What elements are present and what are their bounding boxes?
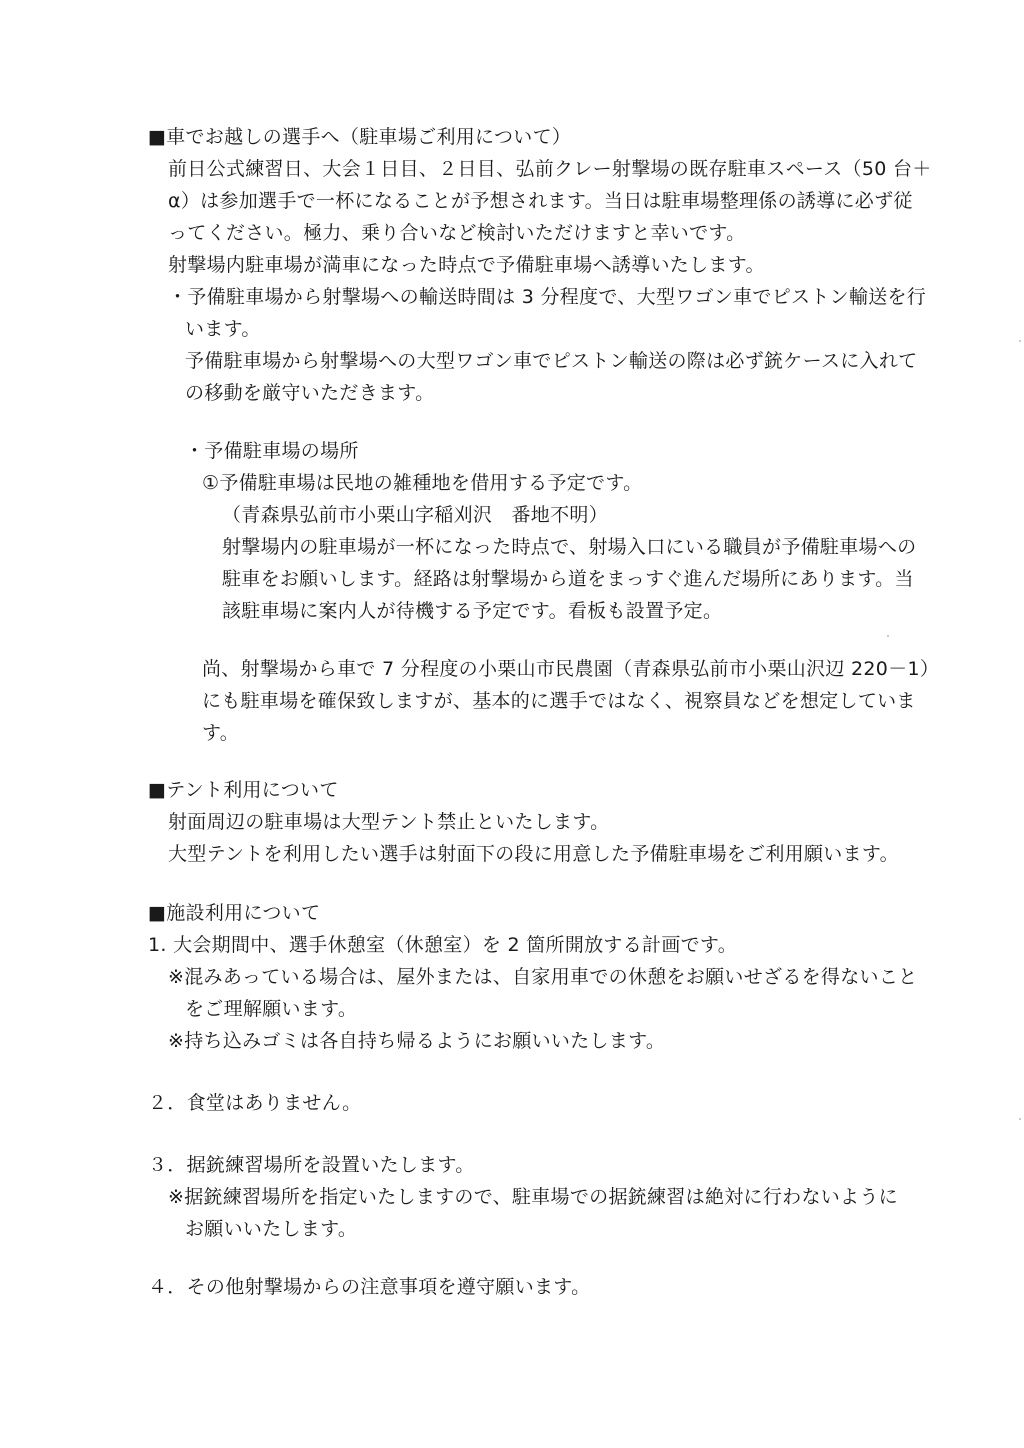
additional-parking-note-line: す。 [202,722,240,744]
facility-item-2: ２．食堂はありません。 [148,1092,362,1114]
facility-item-4: ４．その他射撃場からの注意事項を遵守願います。 [148,1276,591,1298]
reserve-parking-location-heading: ・予備駐車場の場所 [185,440,359,462]
tent-rule-line: 大型テントを利用したい選手は射面下の段に用意した予備駐車場をご利用願います。 [168,843,899,865]
shuttle-bullet-line: ・予備駐車場から射撃場への輸送時間は 3 分程度で、大型ワゴン車でピストン輸送を行 [168,286,927,308]
scan-speck [1019,340,1021,342]
additional-parking-note-line: 尚、射撃場から車で 7 分程度の小栗山市民農園（青森県弘前市小栗山沢辺 220－1） [202,658,940,680]
facility-item-1-note: をご理解願います。 [185,998,358,1020]
shuttle-bullet-line: の移動を厳守いただきます。 [185,382,435,404]
reserve-parking-description-line: 該駐車場に案内人が待機する予定です。看板も設置予定。 [222,600,723,622]
facility-item-3: ３．据銃練習場所を設置いたします。 [148,1154,475,1176]
shuttle-bullet-line: 予備駐車場から射撃場への大型ワゴン車でピストン輸送の際は必ず銃ケースに入れて [185,350,918,372]
facility-heading: ■施設利用について [148,902,321,924]
reserve-parking-description-line: 射撃場内の駐車場が一杯になった時点で、射場入口にいる職員が予備駐車場への [222,536,917,558]
tent-heading: ■テント利用について [148,779,339,801]
additional-parking-note-line: にも駐車場を確保致しますが、基本的に選手ではなく、視察員などを想定していま [202,690,916,712]
parking-heading: ■車でお越しの選手へ（駐車場ご利用について） [148,126,572,148]
reserve-parking-address: （青森県弘前市小栗山字稲刈沢 番地不明） [222,504,609,526]
facility-item-3-note: ※据銃練習場所を指定いたしますので、駐車場での据銃練習は絶対に行わないように [168,1186,898,1208]
facility-item-3-note: お願いいたします。 [185,1218,358,1240]
reserve-parking-description-line: 駐車をお願いします。経路は射撃場から道をまっすぐ進んだ場所にあります。当 [222,568,914,590]
facility-item-1-note: ※持ち込みゴミは各自持ち帰るようにお願いいたします。 [168,1030,666,1052]
parking-paragraph-line: 射撃場内駐車場が満車になった時点で予備駐車場へ誘導いたします。 [168,254,765,276]
facility-item-1: 1. 大会期間中、選手休憩室（休憩室）を 2 箇所開放する計画です。 [148,934,738,956]
facility-item-1-note: ※混みあっている場合は、屋外または、自家用車での休憩をお願いせざるを得ないこと [168,966,918,988]
parking-paragraph-line: α）は参加選手で一杯になることが予想されます。当日は駐車場整理係の誘導に必ず従 [168,190,913,212]
tent-rule-line: 射面周辺の駐車場は大型テント禁止といたします。 [168,811,610,833]
parking-paragraph-line: ってください。極力、乗り合いなど検討いただけますと幸いです。 [168,222,746,244]
shuttle-bullet-line: います。 [185,318,261,340]
reserve-parking-item: ①予備駐車場は民地の雑種地を借用する予定です。 [202,472,643,494]
scan-speck [887,635,889,637]
parking-paragraph-line: 前日公式練習日、大会１日目、２日目、弘前クレー射撃場の既存駐車スペース（50 台＋ [168,158,932,180]
scan-speck [1019,1118,1021,1120]
